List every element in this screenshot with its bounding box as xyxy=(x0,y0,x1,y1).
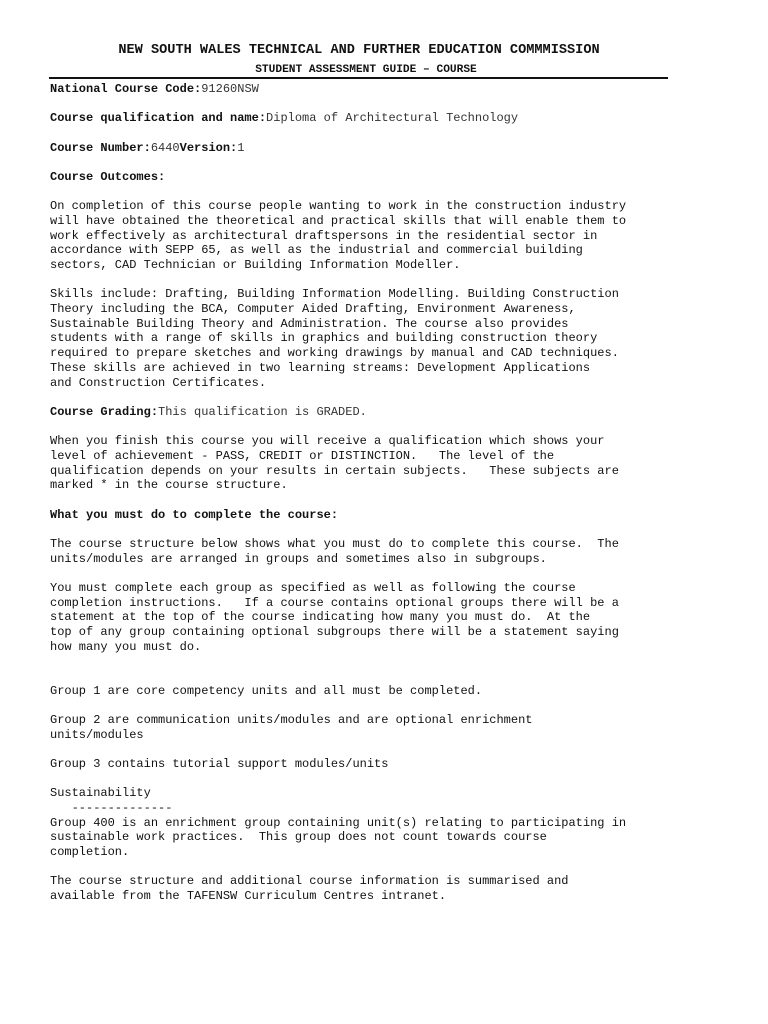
course-number-version xyxy=(50,141,690,156)
outcomes-label: Course Outcomes: xyxy=(50,169,166,184)
group-1-paragraph: Group 1 are core competency units and all must be completed. xyxy=(50,683,483,698)
structure-paragraph-1: The course structure below shows what you must do to complete this course. The units/modules are arranged in groups and sometimes also in subgroups. xyxy=(50,536,619,566)
national-code-label: National Course Code: xyxy=(50,82,202,96)
version-value: 1 xyxy=(237,140,245,155)
course-number-value: 6440 xyxy=(150,140,180,155)
version-label: Version: xyxy=(179,140,238,155)
outcomes-paragraph-2: Skills include: Drafting, Building Information Modelling. Building Construction Theory including the BCA, Computer Aided Drafting, Environment Awareness, Sustainable Building Theory and Administration. The course also provides students with a range of skills in graphics and building construction theory required to prepare sketches and working drawings by manual and CAD techniques. These skills are achieved in two learning streams: Development Applications and Construction Certificates. xyxy=(50,287,619,390)
structure-paragraph-2: You must complete each group as specified as well as following the course completion instructions. If a course contains optional groups there will be a statement at the top of the course indicating how many you must do. At the top of any group containing optional subgroups there will be a statement saying how many you must do. xyxy=(50,580,619,654)
document-title: NEW SOUTH WALES TECHNICAL AND FURTHER EDUCATION COMMMISSION xyxy=(118,43,600,58)
sustainability-heading: Sustainability xyxy=(50,786,151,801)
grading-detail-paragraph: When you finish this course you will receive a qualification which shows your level of achievement - PASS, CREDIT or DISTINCTION. The level of the qualification depends on your results in certain subjects. These subjects are marked * in the course structure. xyxy=(50,434,619,493)
group-3-paragraph: Group 3 contains tutorial support modules/units xyxy=(50,756,389,771)
course-qualification xyxy=(50,111,690,126)
footer-note-paragraph: The course structure and additional course information is summarised and available from the TAFENSW Curriculum Centres intranet. xyxy=(50,874,569,903)
course-outcomes-heading xyxy=(50,170,690,185)
document-body xyxy=(50,82,690,918)
qualification-value: Diploma of Architectural Technology xyxy=(266,111,519,126)
national-code-value: 91260NSW xyxy=(201,82,259,96)
national-course-code xyxy=(50,82,690,97)
sustainability-underline: -------------- xyxy=(50,800,173,815)
group-400-paragraph: Group 400 is an enrichment group containing unit(s) relating to participating in sustainable work practices. This group does not count towards course completion. xyxy=(50,815,627,859)
course-grading xyxy=(50,405,690,420)
group-2-paragraph: Group 2 are communication units/modules and are optional enrichment units/modules xyxy=(50,712,533,742)
course-number-label: Course Number: xyxy=(50,140,151,155)
qualification-label: Course qualification and name: xyxy=(50,111,267,126)
header-divider xyxy=(49,77,668,79)
grading-label: Course Grading: xyxy=(50,404,159,419)
complete-label: What you must do to complete the course: xyxy=(50,507,339,522)
document-subtitle: STUDENT ASSESSMENT GUIDE – COURSE xyxy=(255,64,477,76)
grading-value: This qualification is GRADED. xyxy=(158,404,367,419)
complete-course-heading xyxy=(50,508,690,523)
outcomes-paragraph-1: On completion of this course people wanting to work in the construction industry will have obtained the theoretical and practical skills that will enable them to work effectively as architectural draftspersons in the residential sector in accordance with SEPP 65, as well as the industrial and commercial building sectors, CAD Technician or Building Information Modeller. xyxy=(50,199,627,272)
